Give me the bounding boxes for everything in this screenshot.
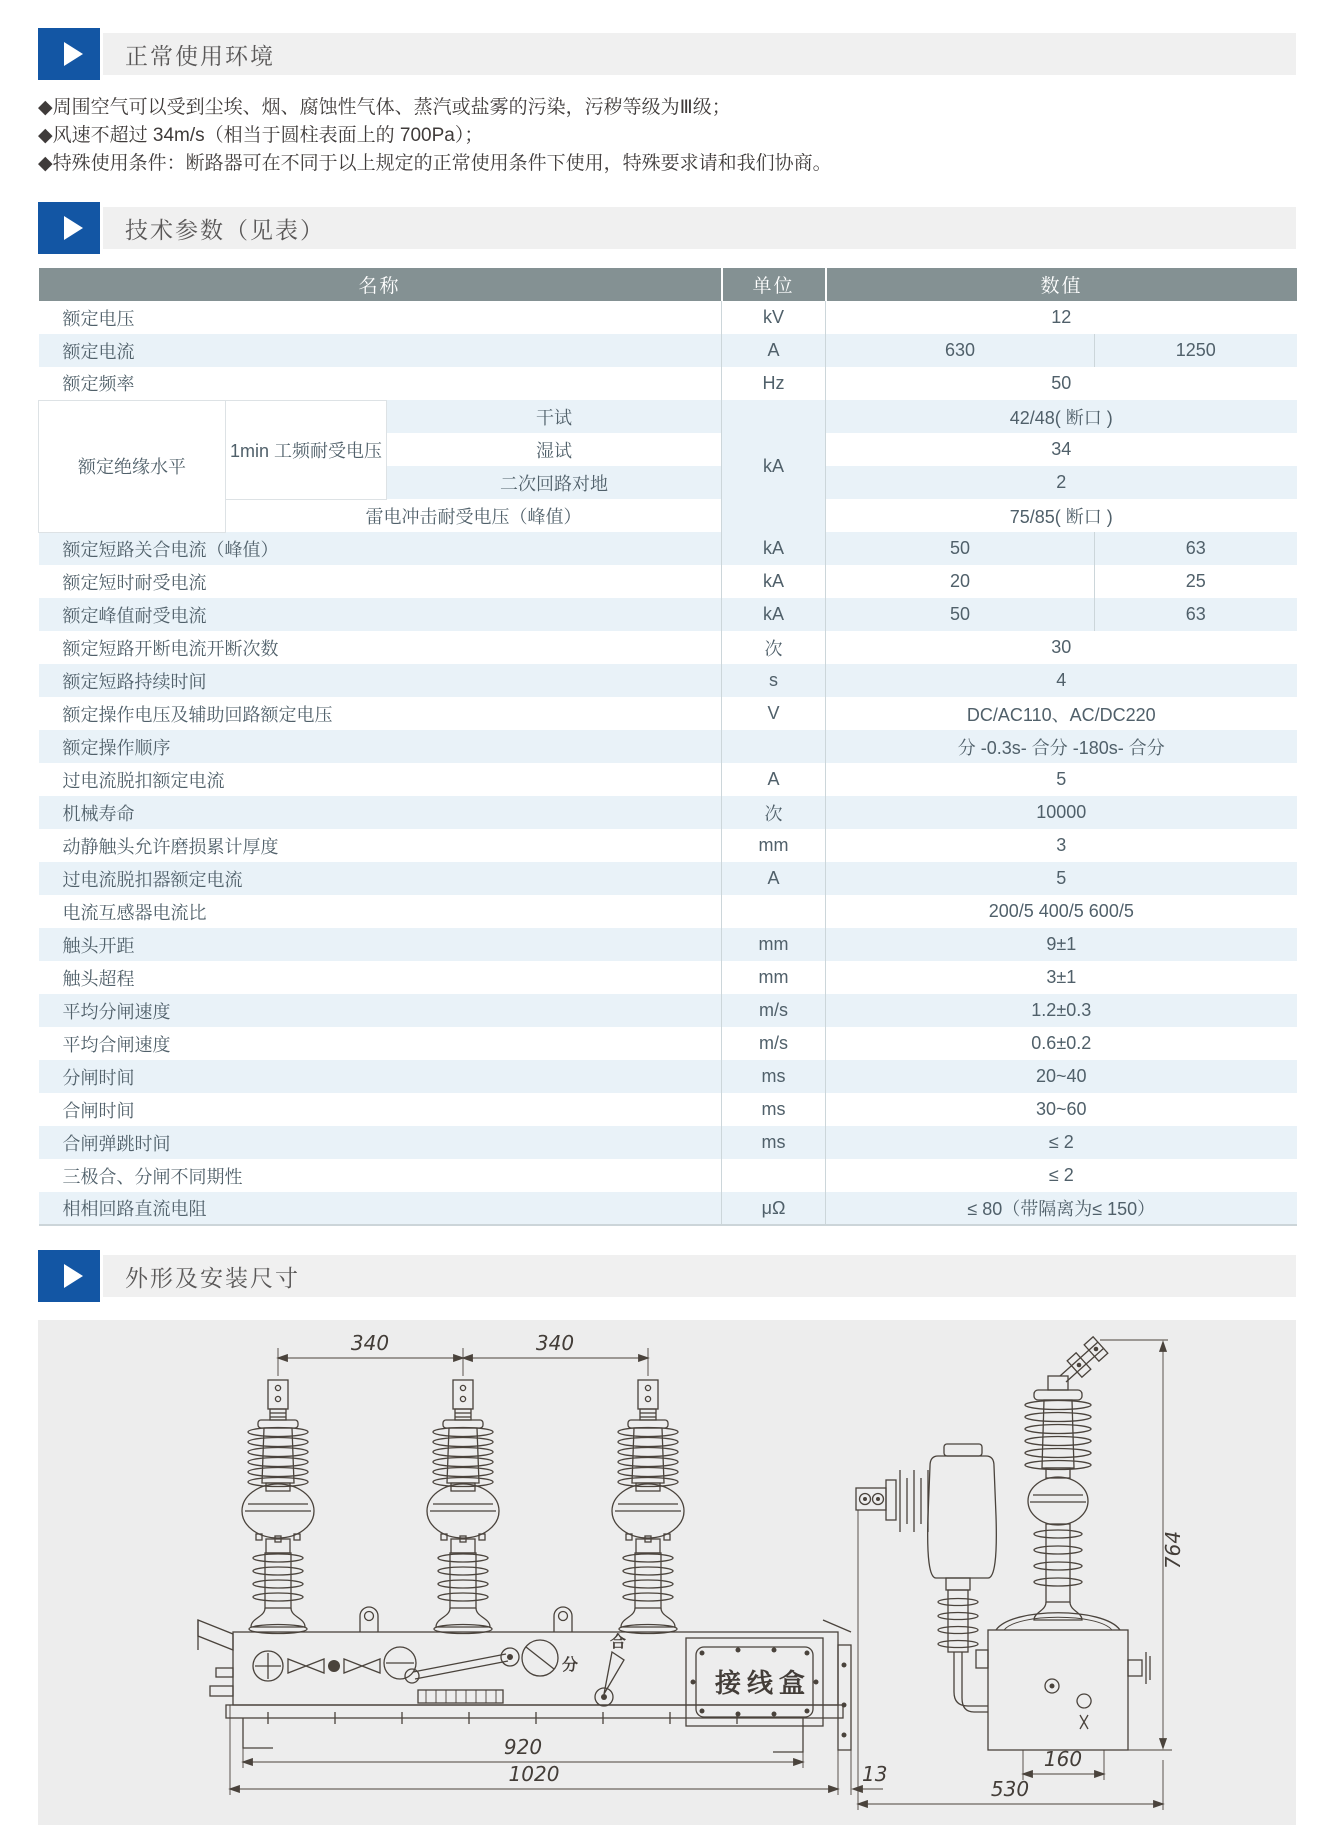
table-row: 额定绝缘水平 1min 工频耐受电压 干试 kA 42/48( 断口 ) [39,400,1297,433]
section-marker [38,1250,100,1302]
bullet-wind: ◆风速不超过 34m/s（相当于圆柱表面上的 700Pa）； [38,125,484,146]
section-header-environment [38,28,1296,80]
insulation-group-label: 额定绝缘水平 [39,400,226,532]
table-row: 平均合闸速度 m/s 0.6±0.2 [39,1027,1297,1060]
side-box [976,1630,1150,1750]
dim-530-label: 530 [990,1777,1030,1801]
dim-13-label: 13 [862,1762,888,1786]
arrow-right-icon [64,42,83,66]
saddle-inner [1004,1617,1112,1630]
dim-920-label: 920 [503,1735,543,1759]
table-row: 机械寿命 次 10000 [39,796,1297,829]
saddle [996,1613,1120,1630]
table-row: 过电流脱扣额定电流 A 5 [39,763,1297,796]
table-row: 额定短时耐受电流 kA 20 25 [39,565,1297,598]
table-row: 电流互感器电流比 200/5 400/5 600/5 [39,895,1297,928]
hanging-insulator [938,1578,988,1712]
dim-1020-label: 1020 [508,1762,560,1786]
right-flange [823,1620,851,1750]
mech-open-label: 分 [562,1655,579,1674]
bullet-special: ◆特殊使用条件：断路器可在不同于以上规定的正常使用条件下使用，特殊要求请和我们协商。 [38,153,832,174]
table-row: 过电流脱扣器额定电流 A 5 [39,862,1297,895]
table-row: 雷电冲击耐受电压（峰值） 75/85( 断口 ) [365,506,1113,527]
outline-drawing [38,1320,1296,1825]
top-terminal [1048,1337,1108,1390]
table-row: 相相回路直流电阻 μΩ ≤ 80（带隔离为≤ 150） [39,1192,1297,1225]
table-row: 额定峰值耐受电流 kA 50 63 [39,598,1297,631]
table-row: 动静触头允许磨损累计厚度 mm 3 [39,829,1297,862]
col-header-name: 名称 [39,268,722,301]
lifting-lug [360,1607,378,1632]
table-row: 触头超程 mm 3±1 [39,961,1297,994]
table-row: 合闸时间 ms 30~60 [39,1093,1297,1126]
insulation-subgroup-label: 1min 工频耐受电压 [226,400,387,499]
table-header-row [39,268,1297,301]
section-marker [38,202,100,254]
environment-notes [38,94,1296,178]
table-row: 额定电压 kV 12 [39,301,1297,334]
table-row: 额定短路开断电流开断次数 次 30 [39,631,1297,664]
front-view [198,1331,887,1795]
pole-insulator-2 [427,1380,499,1634]
section-title: 技术参数（见表） [103,207,1296,249]
pole-insulator-1 [242,1380,314,1634]
dim-764-label: 764 [1161,1530,1185,1570]
arrow-right-icon [64,216,83,240]
table-row: 额定操作电压及辅助回路额定电压 V DC/AC110、AC/DC220 [39,697,1297,730]
table-row: 触头开距 mm 9±1 [39,928,1297,961]
parameters-table [38,268,1297,1226]
dim-160-label: 160 [1043,1747,1083,1771]
table-row: 湿试 34 [536,439,1072,461]
mech-close-label: 合 [610,1632,627,1651]
table-row: 分闸时间 ms 20~40 [39,1060,1297,1093]
side-bushing [856,1444,996,1578]
bullet-pollution: ◆周围空气可以受到尘埃、烟、腐蚀性气体、蒸汽或盐雾的污染，污秽等级为Ⅲ级； [38,97,731,118]
col-header-unit: 单位 [722,268,826,301]
table-row: 合闸弹跳时间 ms ≤ 2 [39,1126,1297,1159]
table-row: 额定电流 A 630 1250 [39,334,1297,367]
junction-box-label: 接线盒 [715,1669,812,1699]
technical-drawing [38,1320,1296,1825]
table-row: 三极合、分闸不同期性 ≤ 2 [39,1159,1297,1192]
lifting-lug [554,1607,572,1632]
section-header-dimensions [38,1250,1296,1302]
section-marker [38,28,100,80]
arrow-right-icon [64,1264,83,1288]
pole-insulator-3 [612,1380,684,1634]
insulation-unit: kA [722,400,826,532]
side-view [856,1337,1185,1810]
table-row: 平均分闸速度 m/s 1.2±0.3 [39,994,1297,1027]
dim-530 [858,1510,1163,1810]
dim-340-right-label: 340 [535,1331,575,1355]
table-row: 二次回路对地 2 [39,466,1297,499]
table-row: 额定短路关合电流（峰值） kA 50 63 [39,532,1297,565]
table-row: 额定操作顺序 分 -0.3s- 合分 -180s- 合分 [39,730,1297,763]
section-title: 外形及安装尺寸 [103,1255,1296,1297]
section-title: 正常使用环境 [103,33,1296,75]
dim-pole-pitch [278,1348,648,1376]
col-header-value: 数值 [826,268,1297,301]
section-header-parameters [38,202,1296,254]
dim-340-left-label: 340 [350,1331,390,1355]
side-insulator [1025,1390,1091,1620]
table-row: 额定短路持续时间 s 4 [39,664,1297,697]
table-row: 额定频率 Hz 50 [39,367,1297,400]
